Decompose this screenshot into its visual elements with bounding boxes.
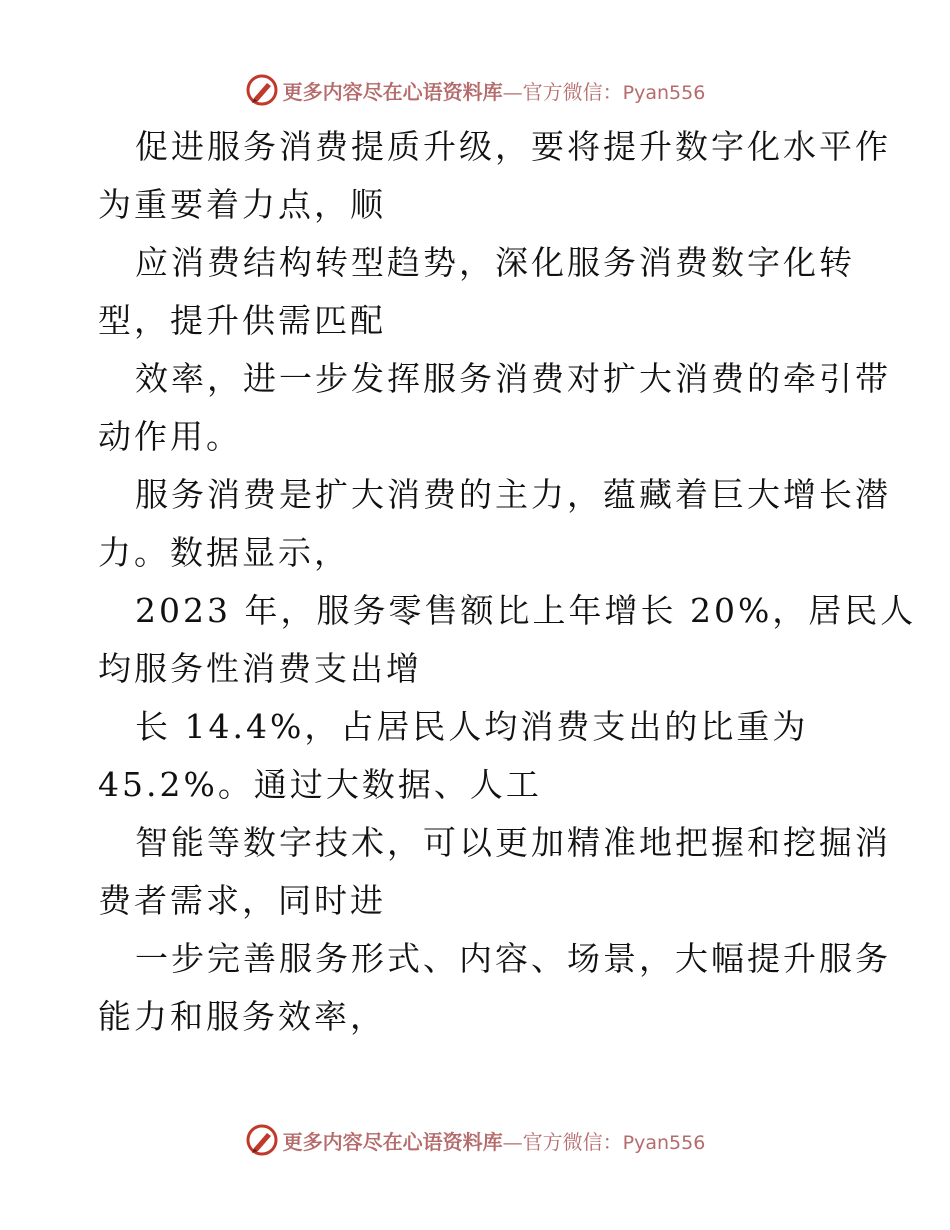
banner-account: Pyan556 (622, 1131, 706, 1154)
document-body (98, 118, 917, 1046)
body-line: 长 14.4%，占居民人均消费支出的比重为 (135, 707, 809, 746)
body-line: 一步完善服务形式、内容、场景，大幅提升服务 (135, 939, 891, 978)
banner-text (283, 1126, 706, 1155)
body-line: 费者需求，同时进 (98, 881, 386, 920)
body-line: 服务消费是扩大消费的主力，蕴藏着巨大增长潜 (135, 475, 891, 514)
banner-account: Pyan556 (622, 81, 706, 104)
footer-banner (0, 1118, 950, 1162)
pen-logo-icon (245, 73, 279, 107)
body-line: 均服务性消费支出增 (98, 649, 422, 688)
body-line: 促进服务消费提质升级，要将提升数字化水平作 (135, 127, 891, 166)
banner-main-text: 更多内容尽在心语资料库 (282, 1129, 503, 1154)
body-line: 为重要着力点，顺 (98, 185, 386, 224)
body-line: 2023 年，服务零售额比上年增长 20%，居民人 (135, 591, 917, 630)
body-line: 力。数据显示， (98, 533, 350, 572)
header-banner (0, 68, 950, 112)
body-line: 型，提升供需匹配 (98, 301, 386, 340)
body-line: 能力和服务效率， (98, 997, 386, 1036)
body-line: 智能等数字技术，可以更加精准地把握和挖掘消 (135, 823, 891, 862)
pen-logo-icon (245, 1123, 279, 1157)
body-line: 动作用。 (98, 417, 242, 456)
banner-label: 官方微信： (522, 1129, 623, 1154)
banner-label: 官方微信： (522, 79, 623, 104)
banner-dash: — (502, 1129, 523, 1154)
body-line: 45.2%。通过大数据、人工 (98, 765, 542, 804)
body-line: 应消费结构转型趋势，深化服务消费数字化转 (135, 243, 855, 282)
banner-text (283, 76, 706, 105)
banner-dash: — (502, 79, 523, 104)
banner-main-text: 更多内容尽在心语资料库 (282, 79, 503, 104)
body-line: 效率，进一步发挥服务消费对扩大消费的牵引带 (135, 359, 891, 398)
